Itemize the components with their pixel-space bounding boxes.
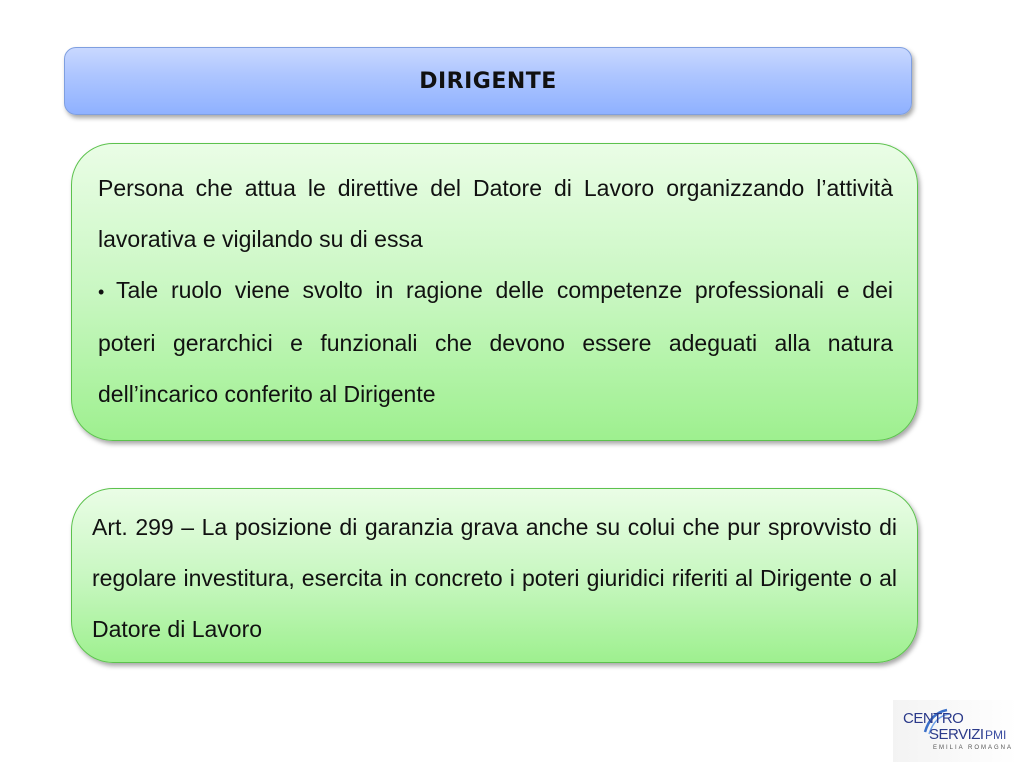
centro-servizi-logo <box>893 700 1017 762</box>
logo-line1: CENTRO <box>903 710 964 727</box>
bullet-icon: • <box>98 282 105 302</box>
title-bar <box>64 47 912 115</box>
logo-line2: SERVIZI <box>929 726 984 743</box>
definition-box <box>71 143 918 441</box>
slide-title: DIRIGENTE <box>419 68 557 94</box>
logo-suffix: PMI <box>985 728 1007 742</box>
bullet-item <box>98 265 893 420</box>
logo-region: EMILIA ROMAGNA <box>933 745 1014 751</box>
article-box <box>71 488 918 663</box>
article-paragraph: Art. 299 – La posizione di garanzia grava anche su colui che pur sprovvisto di regolare investitura, esercita in concreto i poteri giuridici riferiti al Dirigente o al Datore di Lavoro <box>92 514 897 642</box>
bullet-text: Tale ruolo viene svolto in ragione delle competenze professionali e dei poteri gerarchici e funzionali che devono essere adeguati alla natura dell’incarico conferito al Dirigente <box>98 277 893 407</box>
definition-paragraph: Persona che attua le direttive del Datore di Lavoro organizzando l’attività lavorativa e vigilando su di essa <box>98 175 893 252</box>
